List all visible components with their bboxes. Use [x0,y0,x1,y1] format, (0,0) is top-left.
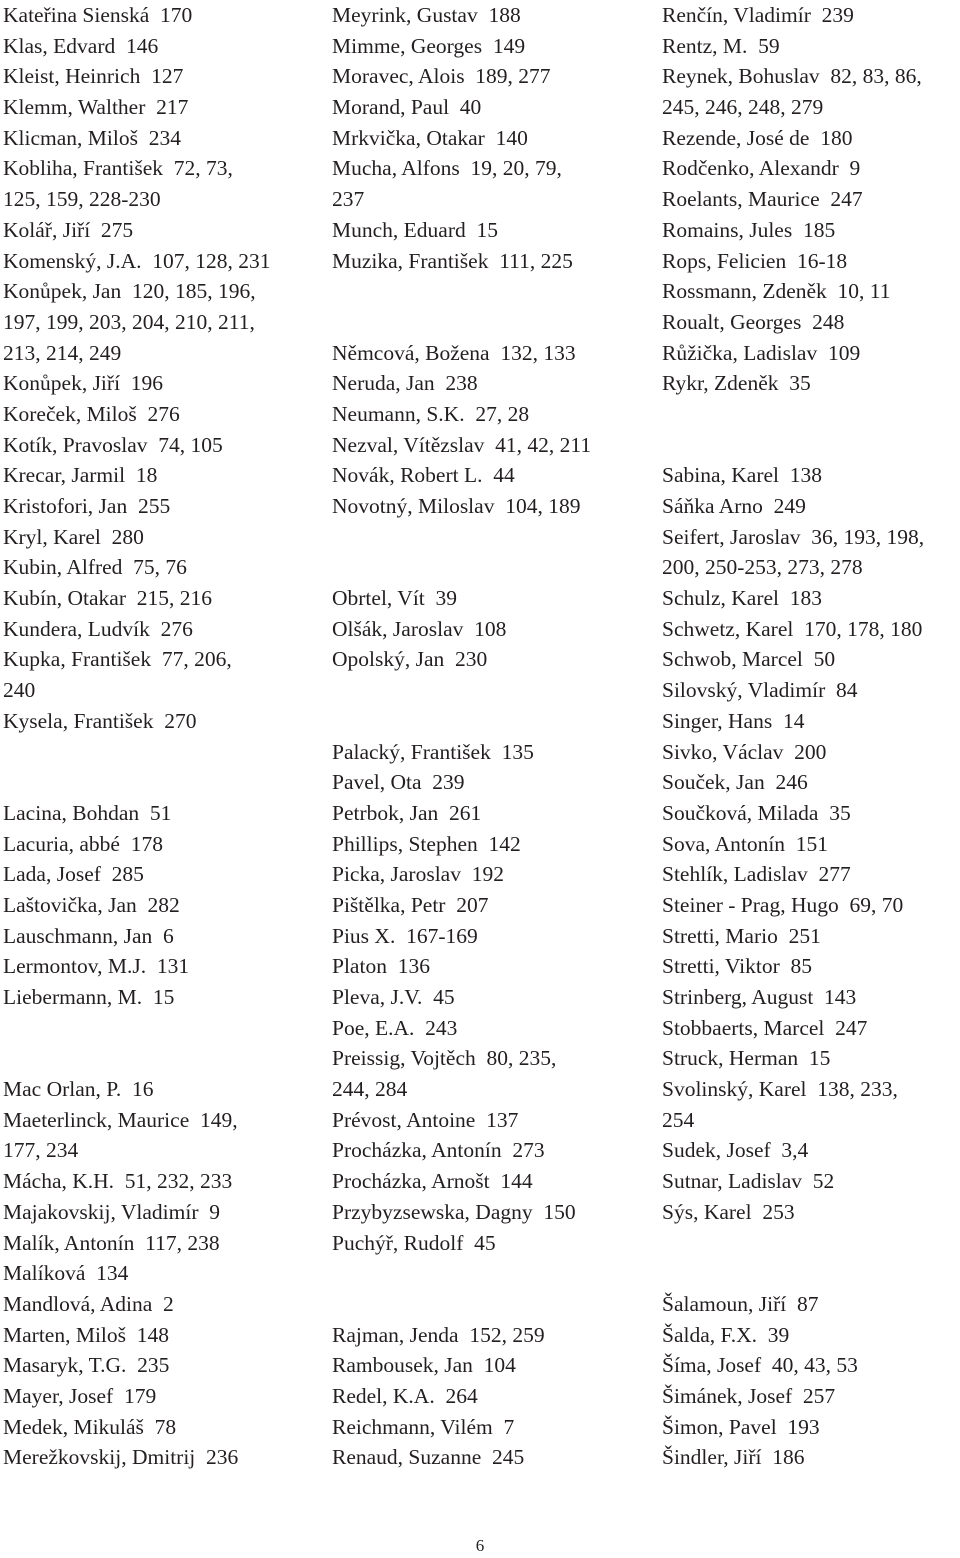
index-entry: Novák, Robert L. 44 [332,463,515,488]
index-entry: 125, 159, 228-230 [3,187,161,212]
index-entry: Mucha, Alfons 19, 20, 79, [332,156,562,181]
blank-line [662,399,960,430]
index-entry: 245, 246, 248, 279 [662,95,824,120]
index-entry: Stretti, Viktor 85 [662,954,813,979]
index-entry: Rykr, Zdeněk 35 [662,371,811,396]
index-entry: Klicman, Miloš 234 [3,125,181,150]
index-entry: Konůpek, Jan 120, 185, 196, [3,279,256,304]
index-entry: Sýs, Karel 253 [662,1199,795,1224]
index-entry: Svolinský, Karel 138, 233, [662,1077,898,1102]
blank-line [3,767,321,798]
index-entry: Struck, Herman 15 [662,1046,831,1071]
index-entry: Sáňka Arno 249 [662,494,806,518]
index-entry: Stobbaerts, Marcel 247 [662,1015,868,1040]
index-entry: Roualt, Georges 248 [662,309,845,334]
index-column-2 [332,0,654,1473]
index-entry: Silovský, Vladimír 84 [662,678,858,703]
blank-line [662,1258,960,1289]
index-entry: Kotík, Pravoslav 74, 105 [3,432,223,457]
index-entry: Souček, Jan 246 [662,770,808,795]
index-entry: Malíková 134 [3,1261,129,1286]
index-entry: Schwob, Marcel 50 [662,647,836,672]
index-entry: Nezval, Vítězslav 41, 42, 211 [332,432,592,457]
index-entry: Reichmann, Vilém 7 [332,1414,515,1439]
index-entry: Renčín, Vladimír 239 [662,3,854,27]
index-entry: Šalamoun, Jiří 87 [662,1291,819,1316]
index-entry: Kryl, Karel 280 [3,524,144,549]
index-entry: Růžička, Ladislav 109 [662,340,861,365]
index-entry: Marten, Miloš 148 [3,1322,170,1347]
index-entry: Mandlová, Adina 2 [3,1291,174,1316]
index-entry: Součková, Milada 35 [662,800,851,825]
index-entry: Šimon, Pavel 193 [662,1414,820,1439]
index-entry: Rops, Felicien 16-18 [662,248,848,273]
index-entry: Przybyzsewska, Dagny 150 [332,1199,576,1224]
index-entry: Preissig, Vojtěch 80, 235, [332,1046,557,1071]
index-entry: Procházka, Arnošt 144 [332,1169,533,1194]
index-entry: Klas, Edvard 146 [3,33,159,58]
index-entry: Rajman, Jenda 152, 259 [332,1322,545,1347]
blank-line [332,706,654,737]
index-entry: Lermontov, M.J. 131 [3,954,190,979]
index-entry: Rezende, José de 180 [662,125,853,150]
index-entry: Sabina, Karel 138 [662,463,823,488]
index-entry: Liebermann, M. 15 [3,985,175,1009]
index-entry: Mrkvička, Otakar 140 [332,125,528,150]
blank-line [332,522,654,553]
index-entry: Klemm, Walther 217 [3,95,189,120]
index-entry: Petrbok, Jan 261 [332,800,482,825]
index-entry: Kolář, Jiří 275 [3,217,134,242]
blank-line [662,1228,960,1259]
index-entry: Stehlík, Ladislav 277 [662,862,851,887]
index-entry: Platon 136 [332,954,430,979]
index-entry: Němcová, Božena 132, 133 [332,340,576,365]
index-entry: Pištělka, Petr 207 [332,892,489,917]
index-entry: Strinberg, August 143 [662,985,857,1009]
index-entry: Mayer, Josef 179 [3,1383,157,1408]
index-entry: Schwetz, Karel 170, 178, 180 [662,616,923,641]
index-entry: Redel, K.A. 264 [332,1383,478,1408]
index-entry: Pleva, J.V. 45 [332,985,455,1009]
index-entry: Lada, Josef 285 [3,862,144,887]
index-entry: Konůpek, Jiří 196 [3,371,164,396]
index-entry: Kupka, František 77, 206, [3,647,232,672]
index-entry: Rambousek, Jan 104 [332,1353,516,1378]
index-entry: Stretti, Mario 251 [662,923,821,948]
index-entry: Moravec, Alois 189, 277 [332,64,551,89]
blank-line [662,430,960,461]
index-entry: Pius X. 167-169 [332,923,478,948]
blank-line [3,737,321,768]
index-entry: Kristofori, Jan 255 [3,494,171,518]
index-entry: Rossmann, Zdeněk 10, 11 [662,279,891,304]
index-entry: Sivko, Václav 200 [662,739,827,764]
index-entry: 177, 234 [3,1138,79,1163]
index-entry: Medek, Mikuláš 78 [3,1414,177,1439]
index-entry: Steiner - Prag, Hugo 69, 70 [662,892,904,917]
blank-line [3,1013,321,1044]
index-entry: Schulz, Karel 183 [662,586,823,611]
index-entry: Singer, Hans 14 [662,708,805,733]
index-entry: 254 [662,1107,695,1132]
index-entry: Muzika, František 111, 225 [332,248,573,273]
index-entry: Picka, Jaroslav 192 [332,862,504,887]
index-entry: Sutnar, Ladislav 52 [662,1169,835,1194]
blank-line [3,1043,321,1074]
index-column-1 [3,0,321,1473]
index-entry: Merežkovskij, Dmitrij 236 [3,1445,239,1470]
index-entry: Rentz, M. 59 [662,33,780,58]
index-entry: 237 [332,187,365,212]
index-entry: Šindler, Jiří 186 [662,1445,805,1470]
index-entry: Kubín, Otakar 215, 216 [3,586,212,611]
index-entry: Reynek, Bohuslav 82, 83, 86, [662,64,922,89]
index-entry: Kateřina Sienská 170 [3,3,193,27]
index-entry: Masaryk, T.G. 235 [3,1353,170,1378]
index-entry: Lauschmann, Jan 6 [3,923,174,948]
index-entry: Poe, E.A. 243 [332,1015,458,1040]
index-column-3 [662,0,960,1473]
index-entry: Lacina, Bohdan 51 [3,800,172,825]
index-entry: Roelants, Maurice 247 [662,187,863,212]
index-entry: Pavel, Ota 239 [332,770,465,795]
index-entry: Meyrink, Gustav 188 [332,3,521,27]
index-entry: Obrtel, Vít 39 [332,586,458,611]
page-number: 6 [475,1536,485,1555]
index-entry: Renaud, Suzanne 245 [332,1445,525,1470]
index-entry: Seifert, Jaroslav 36, 193, 198, [662,524,925,549]
index-entry: Neruda, Jan 238 [332,371,478,396]
index-entry: Palacký, František 135 [332,739,534,764]
index-entry: 244, 284 [332,1077,408,1102]
index-entry: Majakovskij, Vladimír 9 [3,1199,220,1224]
index-entry: Mácha, K.H. 51, 232, 233 [3,1169,233,1194]
index-entry: Malík, Antonín 117, 238 [3,1230,220,1255]
index-entry: 240 [3,678,36,703]
index-entry: Laštovička, Jan 282 [3,892,180,917]
index-entry: 197, 199, 203, 204, 210, 211, [3,309,255,334]
index-entry: Kobliha, František 72, 73, [3,156,233,181]
index-entry: Maeterlinck, Maurice 149, [3,1107,238,1132]
index-entry: Šíma, Josef 40, 43, 53 [662,1353,858,1378]
index-entry: Rodčenko, Alexandr 9 [662,156,861,181]
index-entry: Komenský, J.A. 107, 128, 231 [3,248,271,273]
blank-line [332,1258,654,1289]
index-entry: Krecar, Jarmil 18 [3,463,158,488]
index-entry: Sudek, Josef 3,4 [662,1138,809,1163]
index-entry: Lacuria, abbé 178 [3,831,163,856]
index-entry: Mimme, Georges 149 [332,33,526,58]
index-entry: Sova, Antonín 151 [662,831,829,856]
index-entry: Romains, Jules 185 [662,217,836,242]
blank-line [332,675,654,706]
index-entry: Koreček, Miloš 276 [3,401,180,426]
index-entry: Mac Orlan, P. 16 [3,1077,154,1102]
index-entry: Kubin, Alfred 75, 76 [3,555,187,580]
index-entry: Šalda, F.X. 39 [662,1322,790,1347]
blank-line [332,307,654,338]
index-entry: Munch, Eduard 15 [332,217,498,242]
index-entry: Novotný, Miloslav 104, 189 [332,494,581,518]
index-entry: 200, 250-253, 273, 278 [662,555,863,580]
index-entry: Morand, Paul 40 [332,95,482,120]
index-entry: Puchýř, Rudolf 45 [332,1230,496,1255]
index-entry: Prévost, Antoine 137 [332,1107,519,1132]
index-entry: 213, 214, 249 [3,340,122,365]
index-entry: Phillips, Stephen 142 [332,831,521,856]
index-entry: Procházka, Antonín 273 [332,1138,545,1163]
index-entry: Kysela, František 270 [3,708,197,733]
index-entry: Kleist, Heinrich 127 [3,64,184,89]
blank-line [332,552,654,583]
index-entry: Opolský, Jan 230 [332,647,488,672]
blank-line [332,1289,654,1320]
index-entry: Kundera, Ludvík 276 [3,616,193,641]
index-entry: Šimánek, Josef 257 [662,1383,836,1408]
index-entry: Neumann, S.K. 27, 28 [332,401,530,426]
index-entry: Olšák, Jaroslav 108 [332,616,507,641]
blank-line [332,276,654,307]
